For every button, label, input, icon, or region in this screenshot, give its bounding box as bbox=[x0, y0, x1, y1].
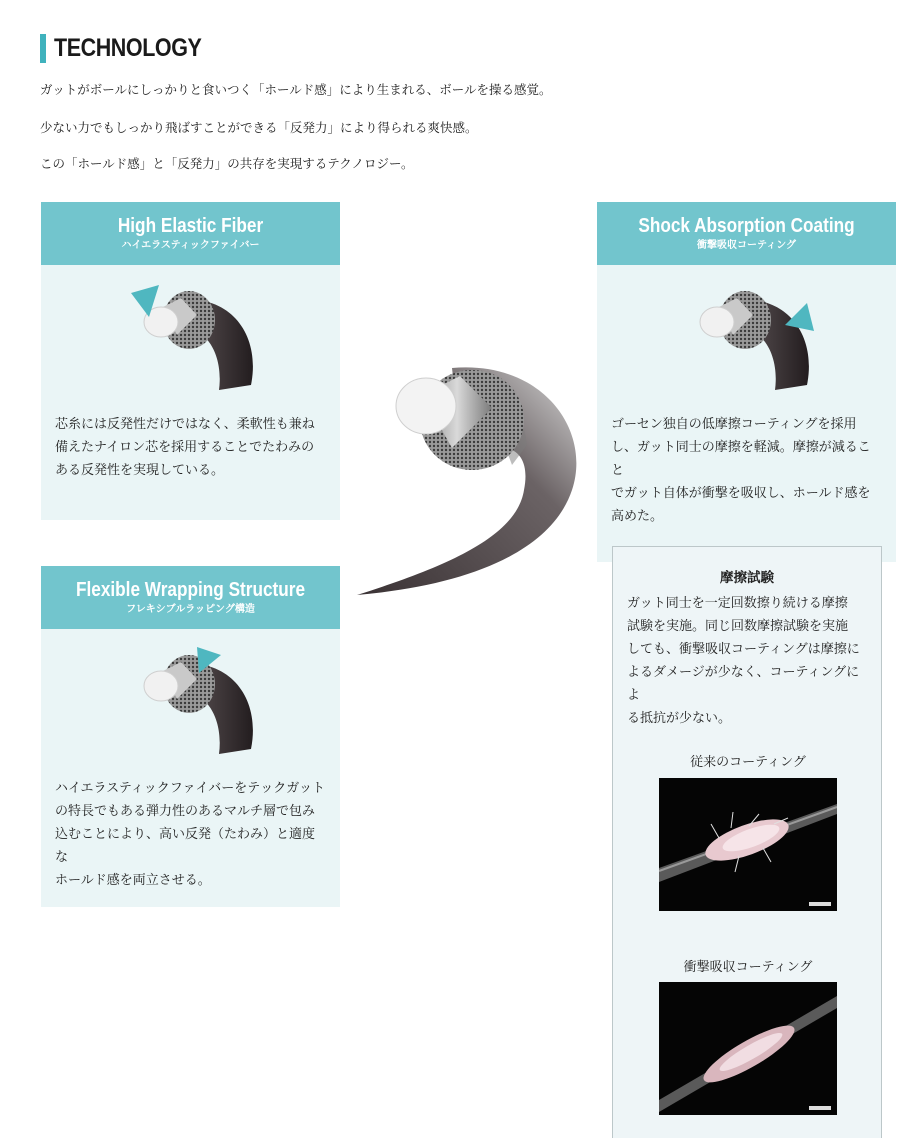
string-cross-section-image bbox=[667, 265, 827, 397]
page-title: TECHNOLOGY bbox=[54, 33, 202, 62]
test-text-line: ガット同士を一定回数擦り続ける摩擦 bbox=[627, 596, 848, 611]
card-header bbox=[597, 202, 896, 265]
string-main-illustration bbox=[352, 340, 592, 602]
shock-absorption-coating-photo bbox=[659, 982, 837, 1115]
card-header bbox=[41, 566, 340, 629]
conventional-coating-photo bbox=[659, 778, 837, 911]
card-text-line: ゴーセン独自の低摩擦コーティングを採用 bbox=[611, 417, 857, 432]
photo-label-conventional: 従来のコーティング bbox=[690, 755, 806, 770]
card-flexible-wrapping-structure bbox=[41, 566, 340, 907]
card-title: High Elastic Fiber bbox=[117, 215, 264, 237]
card-text-line: 備えたナイロン芯を採用することでたわみの bbox=[55, 440, 315, 455]
card-high-elastic-fiber bbox=[41, 202, 340, 520]
intro-line-2: 少ない力でもしっかり飛ばすことができる「反発力」により得られる爽快感。 bbox=[40, 120, 478, 135]
card-title: Shock Absorption Coating bbox=[638, 215, 855, 237]
card-text-line: でガット自体が衝撃を吸収し、ホールド感を bbox=[611, 486, 871, 501]
card-text-line: し、ガット同士の摩擦を軽減。摩擦が減ること bbox=[611, 440, 871, 478]
card-title: Flexible Wrapping Structure bbox=[75, 579, 306, 601]
heading-accent-bar bbox=[40, 34, 46, 63]
card-description bbox=[41, 413, 340, 482]
friction-test-title: 摩擦試験 bbox=[720, 570, 774, 586]
card-text-line: 込むことにより、高い反発（たわみ）と適度な bbox=[55, 827, 316, 865]
test-text-line: 試験を実施。同じ回数摩擦試験を実施 bbox=[627, 619, 849, 634]
string-cross-section-image bbox=[111, 629, 271, 761]
card-text-line: ハイエラスティックファイバーをテックガット bbox=[55, 781, 326, 796]
card-text-line: ある反発性を実現している。 bbox=[55, 463, 225, 478]
card-text-line: 芯糸には反発性だけではなく、柔軟性も兼ね bbox=[55, 417, 315, 432]
card-subtitle: フレキシブルラッピング構造 bbox=[126, 604, 255, 615]
string-cross-section-image bbox=[111, 265, 271, 397]
friction-test-description bbox=[613, 592, 881, 730]
test-text-line: よるダメージが少なく、コーティングによ bbox=[627, 665, 860, 703]
friction-test-box bbox=[612, 546, 882, 1138]
card-shock-absorption-coating bbox=[597, 202, 896, 562]
intro-line-1: ガットがボールにしっかりと食いつく「ホールド感」により生まれる、ボールを操る感覚。 bbox=[40, 82, 552, 97]
photo-label-shock-absorption: 衝撃吸収コーティング bbox=[683, 960, 813, 975]
card-description bbox=[597, 413, 896, 528]
card-description bbox=[41, 777, 340, 892]
card-subtitle: 衝撃吸収コーティング bbox=[697, 240, 796, 251]
card-header bbox=[41, 202, 340, 265]
intro-line-3: この「ホールド感」と「反発力」の共存を実現するテクノロジー。 bbox=[40, 156, 414, 171]
test-text-line: る抵抗が少ない。 bbox=[627, 711, 732, 726]
page-heading bbox=[40, 33, 225, 63]
card-text-line: 高めた。 bbox=[611, 509, 664, 524]
test-text-line: しても、衝撃吸収コーティングは摩擦に bbox=[627, 642, 860, 657]
card-text-line: の特長でもある弾力性のあるマルチ層で包み bbox=[55, 804, 316, 819]
card-text-line: ホールド感を両立させる。 bbox=[55, 873, 211, 888]
card-subtitle: ハイエラスティックファイバー bbox=[121, 240, 260, 251]
